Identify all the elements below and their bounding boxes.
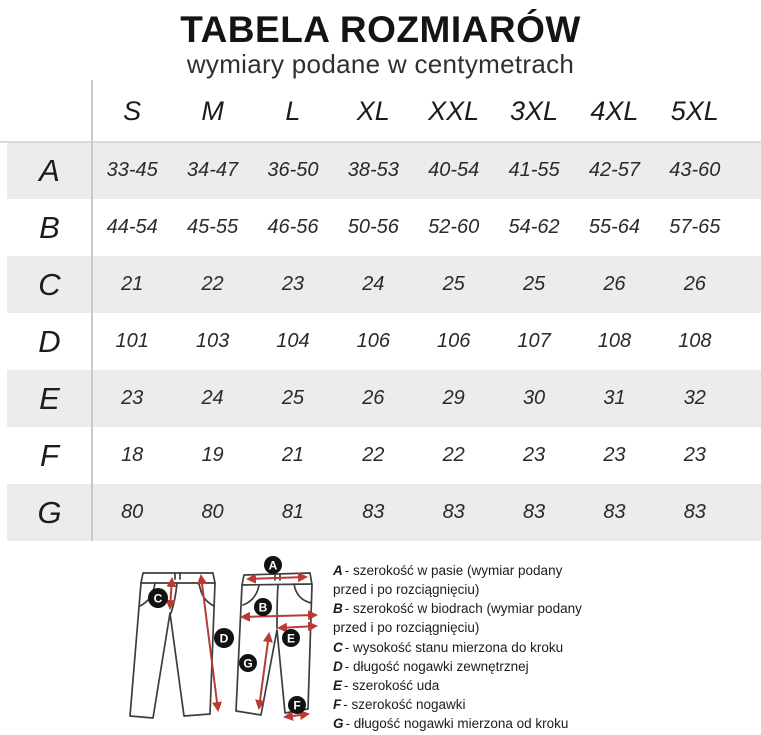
pants-outline bbox=[236, 573, 312, 715]
table-cell: 83 bbox=[362, 501, 385, 523]
legend-letter: E bbox=[333, 677, 343, 693]
table-cell: 24 bbox=[362, 273, 385, 295]
column-header-xxl: XXL bbox=[428, 95, 480, 126]
table-cell: 81 bbox=[281, 501, 305, 523]
table-cell: 21 bbox=[281, 444, 305, 466]
legend-text: - wysokość stanu mierzona do kroku bbox=[344, 639, 564, 655]
row-label-e: E bbox=[39, 380, 60, 416]
legend-item-b bbox=[333, 599, 585, 637]
table-cell: 83 bbox=[603, 501, 626, 523]
table-cell: 19 bbox=[201, 444, 224, 466]
table-header-row bbox=[7, 80, 761, 142]
table-cell: 31 bbox=[603, 387, 626, 409]
table-cell: 22 bbox=[362, 444, 385, 466]
table-cell: 45-55 bbox=[186, 216, 239, 238]
table-cell: 83 bbox=[522, 501, 546, 523]
table-cell: 23 bbox=[121, 387, 144, 409]
column-header-s: S bbox=[123, 95, 142, 126]
pocket-right-line bbox=[199, 583, 214, 606]
table-cell: 25 bbox=[522, 273, 546, 295]
table-cell: 23 bbox=[683, 444, 706, 466]
table-cell: 23 bbox=[522, 444, 546, 466]
row-label-a: A bbox=[39, 152, 60, 188]
table-cell: 83 bbox=[683, 501, 706, 523]
table-cell: 107 bbox=[517, 330, 551, 352]
header-divider-line bbox=[0, 141, 761, 143]
table-cell: 30 bbox=[522, 387, 546, 409]
table-cell: 29 bbox=[442, 387, 465, 409]
legend-text: - szerokość w biodrach (wymiar podany przed i po rozciągnięciu) bbox=[333, 601, 582, 636]
table-cell: 25 bbox=[442, 273, 465, 295]
badge-letter: G bbox=[243, 656, 253, 671]
fly-line bbox=[277, 585, 278, 628]
legend-item-c bbox=[333, 638, 585, 657]
column-header-4xl: 4XL bbox=[590, 95, 639, 126]
page-title: TABELA ROZMIARÓW bbox=[180, 9, 581, 50]
table-cell: 38-53 bbox=[347, 159, 399, 181]
table-cell: 41-55 bbox=[508, 159, 560, 181]
badge-letter: D bbox=[219, 631, 229, 646]
table-row-d bbox=[7, 313, 761, 370]
table-cell: 106 bbox=[356, 330, 390, 352]
table-cell: 83 bbox=[442, 501, 465, 523]
badge-letter: B bbox=[258, 600, 268, 615]
table-cell: 33-45 bbox=[106, 159, 158, 181]
table-cell: 22 bbox=[442, 444, 465, 466]
table-cell: 26 bbox=[603, 273, 626, 295]
table-cell: 24 bbox=[201, 387, 224, 409]
legend-item-e bbox=[333, 676, 585, 695]
table-cell: 103 bbox=[195, 330, 230, 352]
legend-item-g bbox=[333, 714, 585, 733]
table-cell: 25 bbox=[281, 387, 305, 409]
table-cell: 26 bbox=[683, 273, 706, 295]
legend-item-d bbox=[333, 657, 585, 676]
measure-badge-c bbox=[148, 588, 168, 608]
measure-badge-a bbox=[264, 556, 282, 574]
row-label-b: B bbox=[39, 209, 60, 245]
table-row-c bbox=[7, 256, 761, 313]
label-column-divider-line bbox=[91, 80, 93, 541]
table-cell: 40-54 bbox=[428, 159, 480, 181]
legend-letter: D bbox=[333, 658, 343, 674]
column-header-l: L bbox=[285, 95, 301, 126]
legend-letter: F bbox=[333, 697, 342, 713]
page-subtitle: wymiary podane w centymetrach bbox=[186, 49, 575, 79]
measure-arrow-a bbox=[248, 577, 306, 579]
measure-badge-d bbox=[214, 628, 234, 648]
legend-letter: B bbox=[333, 601, 343, 617]
table-cell: 32 bbox=[683, 387, 706, 409]
table-cell: 18 bbox=[121, 444, 144, 466]
table-cell: 80 bbox=[201, 501, 224, 523]
table-row-b bbox=[7, 199, 761, 256]
row-label-f: F bbox=[40, 437, 59, 473]
column-header-m: M bbox=[201, 95, 224, 126]
table-cell: 54-62 bbox=[508, 216, 560, 238]
badge-letter: C bbox=[153, 591, 163, 606]
measure-badge-f bbox=[288, 696, 306, 714]
badge-letter: A bbox=[268, 558, 278, 573]
pants-front-diagram-right bbox=[233, 556, 333, 732]
table-cell: 43-60 bbox=[669, 159, 721, 181]
measure-legend bbox=[333, 561, 585, 733]
row-label-d: D bbox=[38, 323, 61, 359]
table-cell: 34-47 bbox=[186, 159, 239, 181]
table-cell: 23 bbox=[281, 273, 305, 295]
table-cell: 22 bbox=[201, 273, 224, 295]
measure-badge-g bbox=[239, 654, 257, 672]
row-label-c: C bbox=[38, 266, 61, 302]
badge-letter: F bbox=[293, 698, 301, 713]
table-cell: 50-56 bbox=[347, 216, 399, 238]
row-label-g: G bbox=[37, 494, 62, 530]
table-cell: 52-60 bbox=[428, 216, 480, 238]
measure-arrow-b bbox=[242, 615, 316, 617]
table-row-g bbox=[7, 484, 761, 541]
legend-text: - długość nogawki zewnętrznej bbox=[344, 658, 529, 674]
table-row-f bbox=[7, 427, 761, 484]
legend-item-f bbox=[333, 695, 585, 714]
table-cell: 46-56 bbox=[267, 216, 319, 238]
pocket-right-line bbox=[294, 584, 311, 603]
legend-text: - szerokość uda bbox=[344, 677, 440, 693]
table-cell: 21 bbox=[121, 273, 144, 295]
column-header-5xl: 5XL bbox=[670, 95, 719, 126]
legend-letter: A bbox=[333, 563, 343, 578]
table-cell: 101 bbox=[115, 330, 149, 352]
legend-text: - długość nogawki mierzona od kroku bbox=[345, 716, 569, 732]
pants-front-diagram-left bbox=[97, 558, 237, 730]
measure-arrow-f bbox=[285, 714, 308, 717]
legend-letter: C bbox=[333, 639, 343, 655]
size-table bbox=[0, 80, 761, 541]
table-row-a bbox=[7, 142, 761, 199]
table-cell: 36-50 bbox=[267, 159, 319, 181]
column-header-3xl: 3XL bbox=[510, 95, 559, 126]
table-cell: 44-54 bbox=[106, 216, 158, 238]
table-cell: 108 bbox=[597, 330, 632, 352]
legend-letter: G bbox=[333, 716, 344, 732]
table-cell: 80 bbox=[121, 501, 144, 523]
legend-text: - szerokość nogawki bbox=[343, 697, 466, 713]
legend-item-a bbox=[333, 561, 585, 599]
table-cell: 55-64 bbox=[588, 216, 641, 238]
table-cell: 42-57 bbox=[588, 159, 641, 181]
table-cell: 104 bbox=[276, 330, 310, 352]
table-cell: 57-65 bbox=[669, 216, 721, 238]
table-cell: 106 bbox=[437, 330, 471, 352]
waistband-line bbox=[242, 584, 312, 585]
badge-letter: E bbox=[286, 631, 296, 646]
table-cell: 108 bbox=[678, 330, 712, 352]
table-cell: 26 bbox=[362, 387, 385, 409]
measure-badge-b bbox=[254, 598, 272, 616]
belt-button bbox=[175, 573, 180, 579]
measure-badge-e bbox=[282, 629, 300, 647]
table-cell: 23 bbox=[603, 444, 626, 466]
legend-text: - szerokość w pasie (wymiar podany przed i po rozciągnięciu) bbox=[333, 563, 563, 598]
table-row-e bbox=[7, 370, 761, 427]
column-header-xl: XL bbox=[356, 95, 390, 126]
